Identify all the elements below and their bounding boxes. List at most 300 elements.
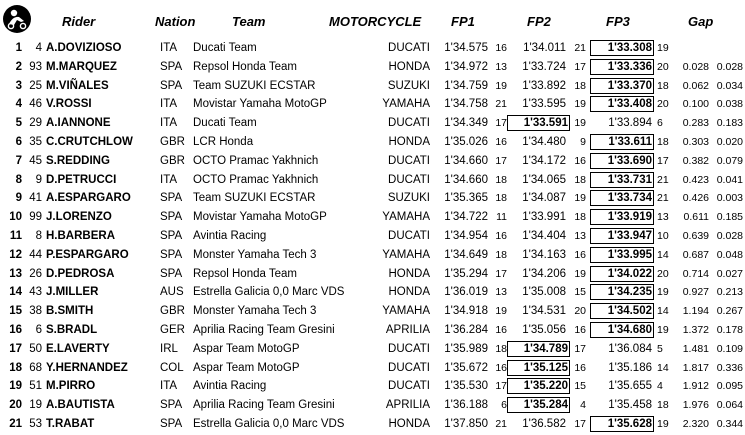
nation-code: SPA [160, 229, 183, 242]
rider-name: J.MILLER [46, 286, 99, 299]
motorcycle-make: SUZUKI [387, 79, 430, 92]
table-row [0, 96, 745, 115]
fp1-time: 1'34.660 [444, 154, 488, 167]
rider-number: 99 [29, 211, 42, 224]
gap-to-previous: 0.034 [716, 79, 743, 92]
gap-to-first: 0.382 [682, 154, 709, 167]
team-name: Estrella Galicia 0,0 Marc VDS [193, 417, 345, 430]
header-nation: Nation [155, 14, 196, 29]
team-name: Aspar Team MotoGP [193, 361, 300, 374]
table-row [0, 341, 745, 360]
fp3-time: 1'33.308 [592, 42, 652, 54]
motorcycle-make: YAMAHA [382, 248, 430, 261]
table-row [0, 378, 745, 397]
rider-number: 93 [29, 60, 42, 73]
nation-code: ITA [160, 117, 178, 130]
position: 9 [15, 192, 22, 205]
fp2-time: 1'34.789 [509, 343, 568, 355]
table-row [0, 134, 745, 153]
gap-to-previous: 0.336 [716, 361, 743, 374]
fp3-laps: 13 [657, 211, 669, 224]
gap-to-previous: 0.020 [716, 135, 743, 148]
rider-name: S.BRADL [46, 323, 98, 336]
fp2-laps: 16 [574, 154, 586, 167]
nation-code: GBR [160, 135, 185, 148]
fp1-time: 1'34.575 [444, 42, 488, 54]
gap-to-first: 2.320 [682, 417, 709, 430]
gap-to-previous: 0.027 [716, 267, 743, 280]
fp1-laps: 16 [495, 135, 507, 148]
table-row [0, 209, 745, 228]
position: 12 [9, 248, 22, 261]
rider-number: 43 [29, 286, 42, 299]
motorcycle-make: DUCATI [388, 117, 430, 130]
table-row [0, 416, 745, 435]
fp2-laps: 15 [574, 380, 586, 393]
fp3-laps: 19 [657, 286, 669, 299]
fp3-time: 1'35.186 [608, 361, 652, 374]
gap-to-first: 0.639 [682, 229, 709, 242]
fp1-time: 1'35.365 [444, 192, 488, 205]
fp1-time: 1'34.349 [444, 117, 488, 130]
gap-to-previous: 0.038 [716, 98, 743, 111]
fp3-time: 1'34.680 [592, 324, 652, 336]
nation-code: ITA [160, 98, 178, 111]
gap-to-first: 1.194 [682, 305, 709, 318]
rider-name: H.BARBERA [46, 229, 115, 242]
nation-code: IRL [160, 342, 178, 355]
gap-to-first: 0.283 [682, 117, 709, 130]
fp1-laps: 21 [495, 98, 507, 111]
team-name: Movistar Yamaha MotoGP [193, 98, 327, 111]
table-row [0, 303, 745, 322]
rider-name: A.IANNONE [46, 117, 111, 130]
fp1-time: 1'34.759 [444, 79, 488, 92]
gap-to-previous: 0.041 [716, 173, 743, 186]
position: 14 [9, 286, 22, 299]
fp1-time: 1'34.918 [444, 305, 488, 318]
gap-to-previous: 0.028 [716, 60, 743, 73]
fp1-laps: 18 [495, 173, 507, 186]
gap-to-first: 0.423 [682, 173, 709, 186]
motorcycle-make: DUCATI [388, 361, 430, 374]
table-row [0, 322, 745, 341]
fp3-laps: 20 [657, 98, 669, 111]
fp2-laps: 15 [574, 286, 586, 299]
gap-to-first: 0.927 [682, 286, 709, 299]
team-name: OCTO Pramac Yakhnich [193, 154, 319, 167]
position: 6 [15, 135, 22, 148]
position: 4 [15, 98, 22, 111]
header-fp2: FP2 [527, 14, 551, 29]
fp1-time: 1'35.294 [444, 267, 488, 280]
fp2-time: 1'34.172 [522, 154, 566, 167]
rider-number: 45 [29, 154, 42, 167]
motorcycle-make: YAMAHA [382, 211, 430, 224]
fp3-laps: 14 [657, 248, 669, 261]
rider-number: 4 [35, 42, 42, 54]
nation-code: ITA [160, 42, 178, 54]
fp3-time: 1'33.947 [592, 230, 652, 242]
position: 18 [9, 361, 22, 374]
fp3-laps: 21 [657, 173, 669, 186]
position: 5 [15, 117, 22, 130]
table-row [0, 360, 745, 379]
team-name: Repsol Honda Team [193, 267, 297, 280]
motorcycle-make: HONDA [388, 60, 430, 73]
fp3-laps: 19 [657, 42, 669, 54]
fp2-time: 1'33.724 [522, 60, 566, 73]
header-gap: Gap [688, 14, 714, 29]
fp1-time: 1'37.850 [444, 417, 488, 430]
fp3-time: 1'34.502 [592, 305, 652, 317]
gap-to-first: 0.100 [682, 98, 709, 111]
table-row [0, 190, 745, 209]
rider-number: 46 [29, 98, 42, 111]
team-name: Ducati Team [193, 117, 257, 130]
fp2-laps: 17 [574, 60, 586, 73]
position: 19 [9, 380, 22, 393]
team-name: Ducati Team [193, 42, 257, 54]
motorcycle-make: DUCATI [388, 342, 430, 355]
table-row [0, 247, 745, 266]
fp1-time: 1'35.672 [444, 361, 488, 374]
fp2-time: 1'33.892 [522, 79, 566, 92]
motorcycle-make: HONDA [388, 417, 430, 430]
table-row [0, 153, 745, 172]
fp2-time: 1'33.595 [522, 98, 566, 111]
header-fp1: FP1 [451, 14, 475, 29]
fp1-laps: 13 [495, 286, 507, 299]
nation-code: GBR [160, 154, 185, 167]
fp1-time: 1'35.026 [444, 135, 488, 148]
nation-code: SPA [160, 248, 183, 261]
fp1-time: 1'36.188 [444, 399, 488, 412]
gap-to-first: 0.028 [682, 60, 709, 73]
fp2-time: 1'35.284 [509, 399, 568, 411]
fp3-laps: 6 [657, 117, 663, 130]
rider-name: D.PETRUCCI [46, 173, 117, 186]
team-name: Team SUZUKI ECSTAR [193, 192, 316, 205]
rider-name: M.VIÑALES [46, 79, 109, 92]
gap-to-first: 0.062 [682, 79, 709, 92]
gap-to-previous: 0.095 [716, 380, 743, 393]
fp3-time: 1'33.370 [592, 80, 652, 92]
gap-to-previous: 0.079 [716, 154, 743, 167]
team-name: Estrella Galicia 0,0 Marc VDS [193, 286, 345, 299]
fp2-time: 1'35.220 [509, 380, 568, 392]
rider-name: V.ROSSI [46, 98, 92, 111]
fp2-laps: 19 [574, 117, 586, 130]
nation-code: ITA [160, 380, 178, 393]
header-team: Team [232, 14, 266, 29]
rider-number: 44 [29, 248, 42, 261]
fp2-laps: 16 [574, 323, 586, 336]
position: 11 [9, 229, 22, 242]
rider-number: 53 [29, 417, 42, 430]
table-row [0, 78, 745, 97]
rider-number: 51 [29, 380, 42, 393]
fp2-time: 1'34.065 [522, 173, 566, 186]
team-name: Monster Yamaha Tech 3 [193, 248, 317, 261]
fp3-time: 1'33.894 [608, 117, 652, 130]
fp2-laps: 19 [574, 267, 586, 280]
rider-name: D.PEDROSA [46, 267, 115, 280]
rider-name: T.RABAT [46, 417, 95, 430]
motorcycle-make: DUCATI [388, 42, 430, 54]
nation-code: SPA [160, 417, 183, 430]
fp2-laps: 17 [574, 342, 586, 355]
rider-name: A.DOVIZIOSO [46, 42, 122, 54]
nation-code: GER [160, 323, 185, 336]
rider-number: 68 [29, 361, 42, 374]
fp3-laps: 17 [657, 154, 669, 167]
fp1-time: 1'35.530 [444, 380, 488, 393]
fp3-laps: 18 [657, 79, 669, 92]
gap-to-previous: 0.267 [716, 305, 743, 318]
fp2-time: 1'34.011 [523, 42, 566, 54]
nation-code: AUS [160, 286, 184, 299]
table-header [0, 0, 745, 38]
fp1-laps: 16 [495, 42, 507, 54]
fp1-laps: 16 [495, 361, 507, 374]
table-row [0, 115, 745, 134]
team-name: Repsol Honda Team [193, 60, 297, 73]
fp3-laps: 21 [657, 192, 669, 205]
rider-name: Y.HERNANDEZ [46, 361, 128, 374]
fp2-time: 1'34.531 [522, 305, 566, 318]
fp3-time: 1'36.084 [608, 342, 652, 355]
position: 21 [9, 417, 22, 430]
fp2-laps: 18 [574, 173, 586, 186]
rider-number: 25 [29, 79, 42, 92]
rider-number: 50 [29, 342, 42, 355]
fp2-time: 1'34.404 [522, 229, 566, 242]
motorcycle-rider-icon [2, 4, 32, 34]
fp3-laps: 20 [657, 60, 669, 73]
gap-to-first: 1.976 [682, 399, 709, 412]
fp2-laps: 19 [574, 98, 586, 111]
fp3-time: 1'34.022 [592, 268, 652, 280]
rider-name: J.LORENZO [46, 211, 112, 224]
motorcycle-make: DUCATI [388, 154, 430, 167]
fp3-time: 1'33.408 [592, 98, 652, 110]
fp3-laps: 18 [657, 135, 669, 148]
fp1-time: 1'34.722 [444, 211, 488, 224]
fp2-time: 1'36.582 [522, 417, 566, 430]
fp1-laps: 6 [501, 399, 507, 412]
results-table [0, 40, 745, 435]
team-name: Aprilia Racing Team Gresini [193, 323, 335, 336]
fp2-laps: 21 [574, 42, 586, 54]
rider-number: 26 [29, 267, 42, 280]
motorcycle-make: APRILIA [385, 399, 430, 412]
fp3-laps: 5 [657, 342, 663, 355]
fp2-laps: 18 [574, 211, 586, 224]
rider-name: S.REDDING [46, 154, 110, 167]
fp3-laps: 19 [657, 323, 669, 336]
fp2-laps: 16 [574, 248, 586, 261]
gap-to-previous: 0.028 [716, 229, 743, 242]
fp3-time: 1'33.995 [592, 249, 652, 261]
rider-number: 41 [29, 192, 42, 205]
position: 3 [15, 79, 22, 92]
fp2-laps: 19 [574, 192, 586, 205]
fp1-laps: 18 [495, 248, 507, 261]
gap-to-first: 0.426 [682, 192, 709, 205]
table-row [0, 397, 745, 416]
gap-to-previous: 0.003 [716, 192, 743, 205]
fp2-time: 1'33.991 [522, 211, 566, 224]
fp2-laps: 20 [574, 305, 586, 318]
fp3-time: 1'33.731 [592, 174, 652, 186]
fp3-laps: 14 [657, 305, 669, 318]
gap-to-previous: 0.109 [716, 342, 743, 355]
fp3-laps: 18 [657, 399, 669, 412]
fp2-laps: 16 [574, 361, 586, 374]
position: 7 [15, 154, 22, 167]
motorcycle-make: APRILIA [385, 323, 430, 336]
fp2-laps: 17 [574, 417, 586, 430]
rider-number: 29 [29, 117, 42, 130]
fp2-laps: 13 [574, 229, 586, 242]
header-rider: Rider [62, 14, 96, 29]
gap-to-first: 1.912 [682, 380, 709, 393]
table-row [0, 172, 745, 191]
gap-to-first: 0.303 [682, 135, 709, 148]
motorcycle-make: DUCATI [388, 380, 430, 393]
fp2-laps: 4 [580, 399, 586, 412]
fp1-time: 1'36.284 [444, 323, 488, 336]
fp1-time: 1'34.972 [444, 60, 488, 73]
rider-name: A.BAUTISTA [46, 399, 115, 412]
nation-code: SPA [160, 60, 183, 73]
position: 17 [9, 342, 22, 355]
fp3-laps: 14 [657, 361, 669, 374]
fp2-time: 1'34.087 [522, 192, 566, 205]
fp2-time: 1'34.480 [522, 135, 566, 148]
nation-code: SPA [160, 211, 183, 224]
fp3-time: 1'33.734 [592, 192, 652, 204]
position: 20 [9, 399, 22, 412]
fp1-time: 1'36.019 [444, 286, 488, 299]
fp1-laps: 18 [495, 192, 507, 205]
fp1-laps: 16 [495, 229, 507, 242]
fp1-time: 1'34.649 [444, 248, 488, 261]
header-fp3: FP3 [606, 14, 630, 29]
rider-name: M.PIRRO [46, 380, 96, 393]
position: 8 [15, 173, 22, 186]
nation-code: GBR [160, 305, 185, 318]
nation-code: SPA [160, 267, 183, 280]
fp1-time: 1'34.954 [444, 229, 488, 242]
fp1-laps: 13 [495, 60, 507, 73]
team-name: Team SUZUKI ECSTAR [193, 79, 316, 92]
rider-number: 35 [29, 135, 42, 148]
rider-number: 38 [29, 305, 42, 318]
fp2-time: 1'35.056 [522, 323, 566, 336]
motorcycle-make: SUZUKI [387, 192, 430, 205]
gap-to-previous: 0.064 [716, 399, 743, 412]
fp1-time: 1'34.758 [444, 98, 488, 111]
fp3-time: 1'34.235 [592, 286, 652, 298]
gap-to-first: 1.372 [682, 323, 709, 336]
motorcycle-make: HONDA [388, 267, 430, 280]
fp2-time: 1'35.125 [509, 362, 568, 374]
rider-name: B.SMITH [46, 305, 94, 318]
nation-code: SPA [160, 399, 183, 412]
table-row [0, 40, 745, 59]
table-row [0, 228, 745, 247]
fp1-time: 1'35.989 [444, 342, 488, 355]
fp1-laps: 18 [495, 342, 507, 355]
fp3-time: 1'35.655 [608, 380, 652, 393]
fp3-time: 1'33.690 [592, 155, 652, 167]
fp1-laps: 17 [495, 380, 507, 393]
fp2-time: 1'34.163 [522, 248, 566, 261]
gap-to-previous: 0.048 [716, 248, 743, 261]
position: 13 [9, 267, 22, 280]
fp3-laps: 4 [657, 380, 663, 393]
motorcycle-make: DUCATI [388, 229, 430, 242]
rider-name: M.MARQUEZ [46, 60, 117, 73]
rider-number: 6 [35, 323, 42, 336]
gap-to-first: 0.714 [682, 267, 709, 280]
fp2-time: 1'35.008 [522, 286, 566, 299]
nation-code: COL [160, 361, 184, 374]
motorcycle-make: HONDA [388, 135, 430, 148]
rider-name: C.CRUTCHLOW [46, 135, 133, 148]
nation-code: SPA [160, 79, 183, 92]
gap-to-previous: 0.344 [716, 417, 743, 430]
position: 2 [15, 60, 22, 73]
header-motorcycle: MOTORCYCLE [329, 14, 422, 29]
fp3-time: 1'33.611 [592, 136, 652, 148]
team-name: LCR Honda [193, 135, 254, 148]
team-name: Monster Yamaha Tech 3 [193, 305, 317, 318]
rider-number: 8 [35, 229, 42, 242]
rider-number: 19 [29, 399, 42, 412]
motorcycle-make: YAMAHA [382, 305, 430, 318]
fp1-laps: 17 [495, 267, 507, 280]
rider-name: P.ESPARGARO [46, 248, 129, 261]
fp3-time: 1'35.628 [592, 418, 652, 430]
team-name: Avintia Racing [193, 229, 267, 242]
team-name: OCTO Pramac Yakhnich [193, 173, 319, 186]
motorcycle-make: DUCATI [388, 173, 430, 186]
fp1-laps: 16 [495, 323, 507, 336]
position: 1 [15, 42, 22, 54]
fp1-laps: 19 [495, 305, 507, 318]
gap-to-first: 0.687 [682, 248, 709, 261]
rider-number: 9 [35, 173, 42, 186]
team-name: Avintia Racing [193, 380, 267, 393]
motorcycle-make: YAMAHA [382, 98, 430, 111]
fp1-laps: 17 [495, 154, 507, 167]
fp2-laps: 9 [580, 135, 586, 148]
rider-name: E.LAVERTY [46, 342, 110, 355]
nation-code: ITA [160, 173, 178, 186]
table-row [0, 284, 745, 303]
gap-to-previous: 0.213 [716, 286, 743, 299]
fp2-time: 1'33.591 [509, 117, 568, 129]
fp3-laps: 19 [657, 417, 669, 430]
fp3-time: 1'35.458 [608, 399, 652, 412]
fp2-time: 1'34.206 [522, 267, 566, 280]
motorcycle-make: HONDA [388, 286, 430, 299]
fp1-laps: 19 [495, 79, 507, 92]
gap-to-first: 0.611 [683, 211, 709, 224]
